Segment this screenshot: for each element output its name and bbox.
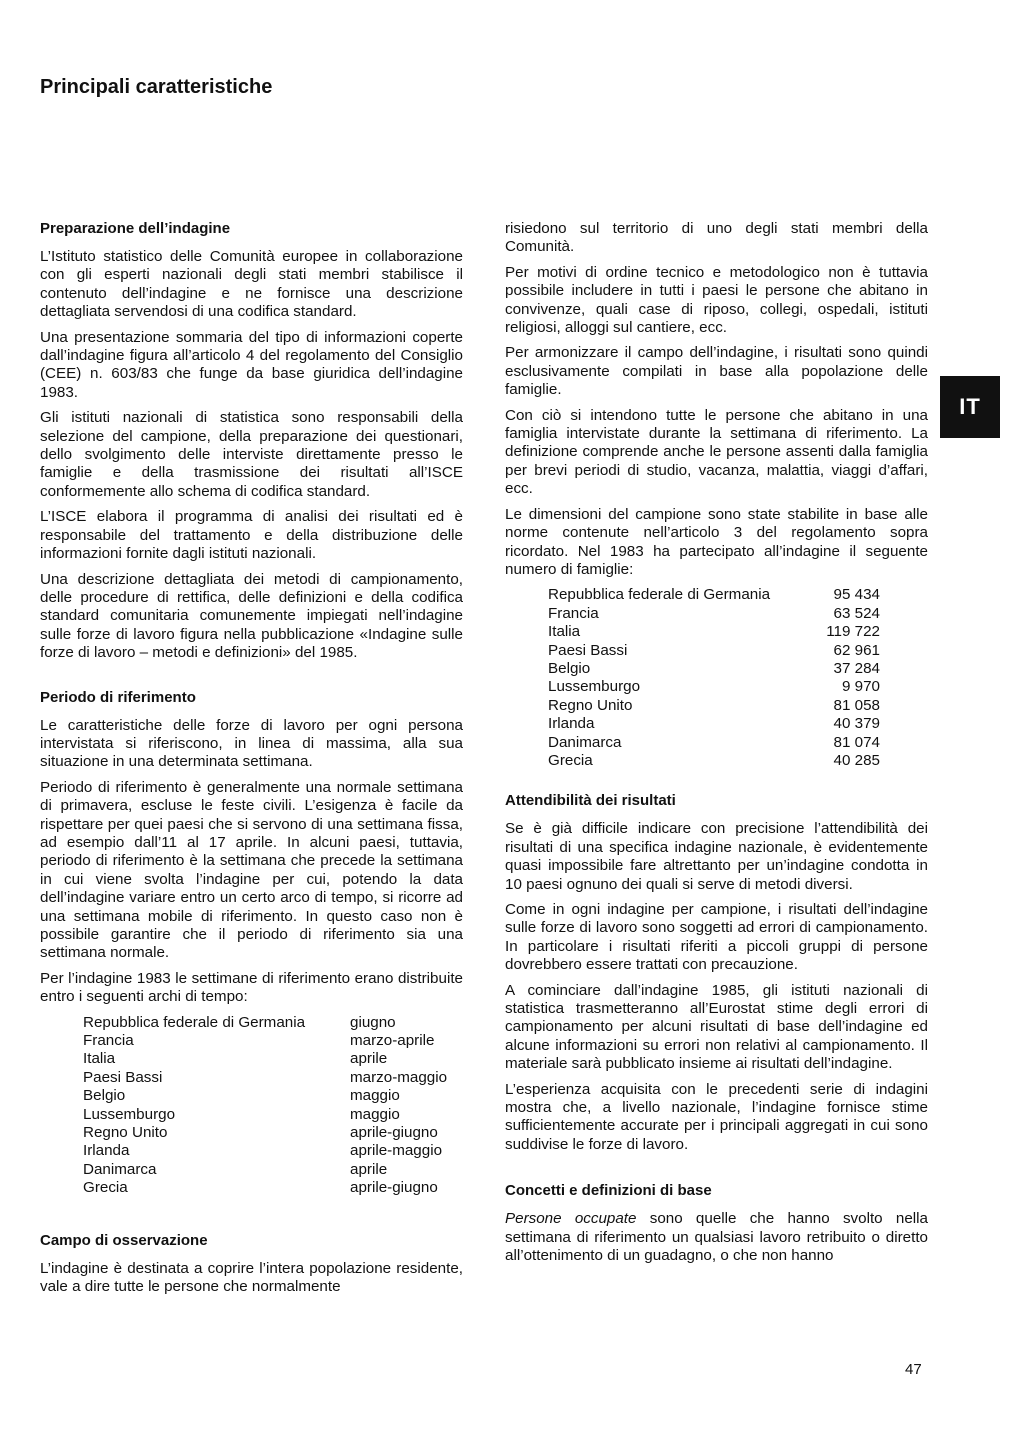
section-periodo bbox=[40, 689, 463, 1198]
paragraph: L’indagine è destinata a coprire l’intera popolazione residente, vale a dire tutte le persone che normalmente bbox=[40, 1259, 463, 1296]
table-cell-families: 81 074 bbox=[833, 733, 880, 751]
table-cell-families: 9 970 bbox=[841, 678, 880, 696]
table-row bbox=[83, 1087, 447, 1105]
left-column bbox=[40, 220, 463, 1319]
table-cell-country: Danimarca bbox=[548, 733, 622, 751]
section-heading: Periodo di riferimento bbox=[40, 688, 196, 706]
table-cell-families: 40 379 bbox=[833, 715, 880, 733]
section-preparazione bbox=[40, 220, 463, 663]
table-cell-country: Francia bbox=[548, 604, 599, 622]
table-row bbox=[548, 586, 880, 604]
table-cell-period: aprile-giugno bbox=[350, 1124, 438, 1142]
paragraph: Per armonizzare il campo dell’indagine, i risultati sono quindi esclusivamente compilati in base alla popolazione delle famiglie. bbox=[505, 344, 928, 399]
section-concetti bbox=[505, 1182, 928, 1265]
paragraph bbox=[505, 1210, 928, 1265]
families-table bbox=[548, 586, 880, 770]
paragraph: Come in ogni indagine per campione, i risultati dell’indagine sulle forze di lavoro sono soggetti ad errori di campionamento. In particolare i risultati riferiti a piccoli gruppi di persone dovrebbero essere trattati con precauzione. bbox=[505, 901, 928, 974]
table-cell-period: aprile-giugno bbox=[350, 1179, 438, 1197]
paragraph: Se è già difficile indicare con precisione l’attendibilità dei risultati di una specifica indagine nazionale, è evidentemente quasi impossibile fare altrettanto per un’indagine condotta in 10 paesi ognuno dei quali si serve di metodi diversi. bbox=[505, 820, 928, 893]
table-cell-families: 81 058 bbox=[833, 696, 880, 714]
table-row bbox=[83, 1050, 447, 1068]
table-cell-country: Danimarca bbox=[83, 1160, 157, 1178]
table-cell-period: aprile bbox=[350, 1160, 388, 1178]
paragraph-text: sono quelle che hanno svolto nella settimana di riferimento un qualsiasi lavoro retribuito o diretto all’ottenimento di un guadagno, o che non hanno bbox=[505, 1210, 928, 1265]
paragraph: Per l’indagine 1983 le settimane di riferimento erano distribuite entro i seguenti archi di tempo: bbox=[40, 969, 463, 1006]
table-cell-period: marzo-maggio bbox=[350, 1068, 448, 1086]
table-row bbox=[548, 605, 880, 623]
paragraph: Le dimensioni del campione sono state stabilite in base alle norme contenute nell’articolo 3 del regolamento sopra ricordato. Nel 1983 ha partecipato all’indagine il seguente numero di famiglie: bbox=[505, 505, 928, 578]
section-heading: Preparazione dell’indagine bbox=[40, 220, 231, 237]
paragraph: L’Istituto statistico delle Comunità europee in collaborazione con gli esperti nazionali degli stati membri stabilisce il contenuto dell’indagine e ne fornisce una descrizione dettagliata servendosi di una codifica standard. bbox=[40, 248, 463, 321]
paragraph: Le caratteristiche delle forze di lavoro per ogni persona intervistata si riferiscono, in linea di massima, alla sua situazione in una determinata settimana. bbox=[40, 716, 463, 771]
table-cell-country: Italia bbox=[83, 1050, 116, 1068]
table-cell-country: Lussemburgo bbox=[548, 678, 641, 696]
language-tab: IT bbox=[940, 376, 1000, 438]
paragraph: Con ciò si intendono tutte le persone che abitano in una famiglia intervistate durante la settimana di riferimento. La definizione comprende anche le persone assenti dalla famiglia per brevi periodi di studio, vacanza, malattia, viaggi d’affari, ecc. bbox=[505, 406, 928, 498]
table-cell-period: marzo-aprile bbox=[350, 1032, 435, 1050]
paragraph: Una presentazione sommaria del tipo di informazioni coperte dall’indagine figura all’articolo 4 del regolamento del Consiglio (CEE) n. 603/83 che funge da base giuridica dell’indagine 1983. bbox=[40, 328, 463, 401]
section-campo bbox=[40, 1232, 463, 1297]
table-row bbox=[83, 1014, 447, 1032]
defined-term: Persone occupate bbox=[505, 1210, 637, 1228]
table-cell-families: 37 284 bbox=[833, 659, 880, 677]
table-row bbox=[548, 678, 880, 696]
table-cell-families: 62 961 bbox=[833, 641, 880, 659]
table-cell-country: Grecia bbox=[548, 751, 593, 769]
section-attendibilita bbox=[505, 792, 928, 1154]
table-row bbox=[548, 734, 880, 752]
table-row bbox=[83, 1106, 447, 1124]
table-row bbox=[83, 1142, 447, 1160]
paragraph: A cominciare dall’indagine 1985, gli istituti nazionali di statistica trasmetteranno all’Eurostat stime degli errori di campionamento per alcuni risultati di base dell’indagine ed alcune informazioni su errori non relativi al campionamento. Il materiale sarà pubblicato insieme ai risultati dell’indagine. bbox=[505, 981, 928, 1073]
reference-period-table bbox=[83, 1014, 447, 1198]
table-cell-country: Belgio bbox=[83, 1087, 126, 1105]
page-title: Principali caratteristiche bbox=[40, 76, 273, 98]
paragraph: L’esperienza acquisita con le precedenti serie di indagini mostra che, a livello nazionale, l’indagine fornisce stime sufficientemente accurate per i principali aggregati in cui sono suddivise le forze di lavoro. bbox=[505, 1080, 928, 1153]
table-cell-country: Lussemburgo bbox=[83, 1105, 176, 1123]
section-heading: Attendibilità dei risultati bbox=[505, 792, 676, 810]
table-row bbox=[548, 697, 880, 715]
paragraph: Periodo di riferimento è generalmente una normale settimana di primavera, escluse le feste civili. L’esigenza è facile da rispettare per quei paesi che si servono di una settimana fissa, ad esempio dall’11 al 17 aprile. In alcuni paesi, tuttavia, periodo di riferimento è la settimana che precede la settimana in cui viene svolta l’indagine per cui, potendo la data dell’indagine variare entro un certo arco di tempo, si ricorre ad una settimana mobile di riferimento. In questo caso non è possibile garantire che il periodo di riferimento sia una settimana normale. bbox=[40, 778, 463, 962]
section-heading: Concetti e definizioni di base bbox=[505, 1182, 712, 1200]
table-cell-families: 63 524 bbox=[833, 604, 880, 622]
table-cell-families: 95 434 bbox=[833, 586, 880, 604]
table-row bbox=[548, 660, 880, 678]
table-row bbox=[548, 752, 880, 770]
right-column bbox=[505, 220, 928, 1288]
table-cell-period: giugno bbox=[350, 1013, 396, 1031]
table-cell-country: Regno Unito bbox=[83, 1124, 168, 1142]
table-row bbox=[83, 1069, 447, 1087]
table-cell-country: Regno Unito bbox=[548, 696, 633, 714]
table-row bbox=[83, 1179, 447, 1197]
table-cell-country: Repubblica federale di Germania bbox=[83, 1013, 306, 1031]
table-row bbox=[548, 715, 880, 733]
paragraph: L’ISCE elabora il programma di analisi dei risultati ed è responsabile del trattamento e della distribuzione delle informazioni fornite dagli istituti nazionali. bbox=[40, 508, 463, 563]
table-cell-country: Francia bbox=[83, 1032, 134, 1050]
table-cell-country: Irlanda bbox=[548, 715, 595, 733]
paragraph: Gli istituti nazionali di statistica sono responsabili della selezione del campione, della preparazione dei questionari, dello svolgimento delle interviste direttamente presso le famiglie e della trasmissione dei risultati all’ISCE conformemente allo schema di codifica standard. bbox=[40, 409, 463, 500]
section-heading: Campo di osservazione bbox=[40, 1231, 208, 1249]
table-cell-country: Italia bbox=[548, 623, 581, 641]
table-row bbox=[548, 642, 880, 660]
table-row bbox=[83, 1032, 447, 1050]
table-cell-period: aprile-maggio bbox=[350, 1142, 443, 1160]
table-cell-families: 119 722 bbox=[826, 623, 880, 641]
table-cell-country: Paesi Bassi bbox=[83, 1068, 163, 1086]
paragraph: risiedono sul territorio di uno degli stati membri della Comunità. bbox=[505, 220, 928, 256]
table-cell-period: aprile bbox=[350, 1050, 388, 1068]
table-row bbox=[83, 1124, 447, 1142]
table-row bbox=[83, 1161, 447, 1179]
table-cell-country: Repubblica federale di Germania bbox=[548, 586, 771, 604]
table-cell-country: Irlanda bbox=[83, 1142, 130, 1160]
table-cell-period: maggio bbox=[350, 1087, 400, 1105]
paragraph: Una descrizione dettagliata dei metodi di campionamento, delle procedure di rettifica, delle definizioni e della codifica standard comunitaria comunemente impiegati nell’indagine sulle forze di lavoro figura nella pubblicazione «Indagine sulle forze di lavoro – metodi e definizioni» del 1985. bbox=[40, 570, 463, 662]
table-cell-families: 40 285 bbox=[833, 751, 880, 769]
paragraph: Per motivi di ordine tecnico e metodologico non è tuttavia possibile includere in tutti i paesi le persone che abitano in convivenze, quali case di riposo, collegi, ospedali, istituti religiosi, alloggi sul cantiere, ecc. bbox=[505, 263, 928, 337]
table-cell-country: Belgio bbox=[548, 659, 591, 677]
table-cell-period: maggio bbox=[350, 1105, 400, 1123]
page-number: 47 bbox=[905, 1361, 922, 1378]
table-cell-country: Paesi Bassi bbox=[548, 641, 628, 659]
table-row bbox=[548, 623, 880, 641]
section-campo-continued bbox=[505, 220, 928, 770]
table-cell-country: Grecia bbox=[83, 1179, 128, 1197]
